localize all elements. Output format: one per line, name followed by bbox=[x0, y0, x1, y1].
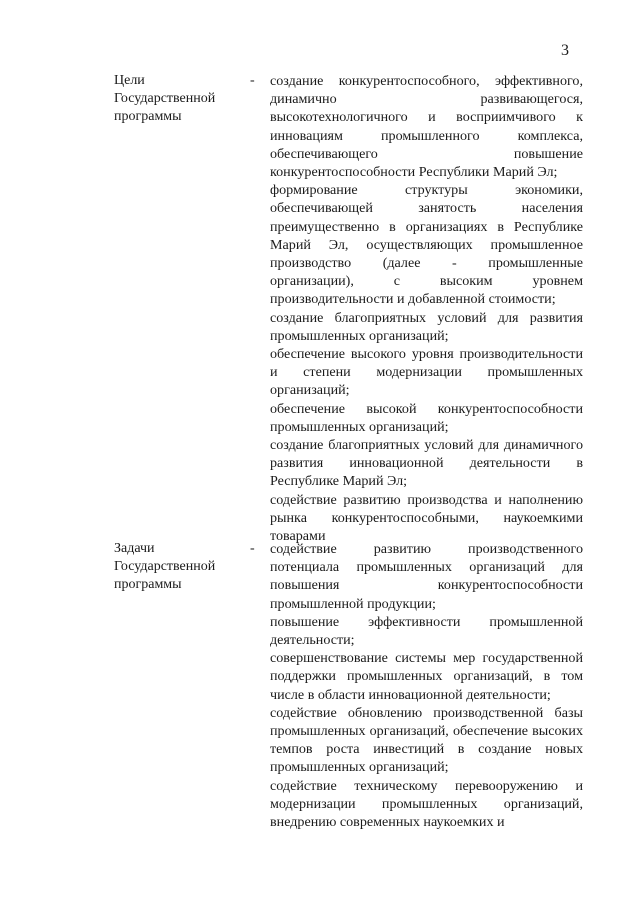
goals-dash: - bbox=[250, 73, 255, 88]
tasks-text bbox=[270, 540, 583, 831]
goals-item: обеспечение высокой конкурентоспособности промышленных организаций; bbox=[270, 400, 583, 435]
goals-label-line: Государственной bbox=[114, 91, 216, 106]
tasks-label bbox=[114, 540, 244, 594]
tasks-item: совершенствование системы мер государственной поддержки промышленных организаций, в том числе в области инновационной деятельности; bbox=[270, 650, 583, 703]
goals-item: создание благоприятных условий для динамичного развития инновационной деятельности в Республике Марий Эл; bbox=[270, 437, 583, 490]
tasks-item: содействие развитию производственного потенциала промышленных организаций для повышения конкурентоспособности промышленной продукции; bbox=[270, 541, 583, 612]
tasks-label-line: программы bbox=[114, 577, 182, 592]
goals-label bbox=[114, 72, 244, 126]
tasks-item: содействие обновлению производственной базы промышленных организаций, обеспечение высоких темпов роста инвестиций в создание новых промышленных организаций; bbox=[270, 704, 583, 776]
goals-label-line: программы bbox=[114, 109, 182, 124]
goals-item: содействие развитию производства и наполнению рынка конкурентоспособными, наукоемкими товарами bbox=[270, 491, 583, 545]
tasks-item: повышение эффективности промышленной деятельности; bbox=[270, 613, 583, 649]
goals-item: создание благоприятных условий для развития промышленных организаций; bbox=[270, 309, 583, 344]
tasks-label-line: Государственной bbox=[114, 559, 216, 574]
goals-label-line: Цели bbox=[114, 73, 145, 88]
goals-item: обеспечение высокого уровня производительности и степени модернизации промышленных организаций; bbox=[270, 346, 583, 399]
goals-item: формирование структуры экономики, обеспечивающей занятость населения преимущественно в организациях в Республике Марий Эл, осуществляющих промышленное производство (далее - промышленные организации), с высоким уровнем производительности и добавленной стоимости; bbox=[270, 182, 583, 308]
tasks-dash: - bbox=[250, 541, 255, 556]
goals-text bbox=[270, 72, 583, 545]
goals-item: создание конкурентоспособного, эффективного, динамично развивающегося, высокотехнологичного и восприимчивого к инновациям промышленного комплекса, обеспечивающего повышение конкурентоспособности Республики Марий Эл; bbox=[270, 73, 583, 181]
tasks-item: содействие техническому перевооружению и модернизации промышленных организаций, внедрению современных наукоемких и bbox=[270, 777, 583, 831]
page-number: 3 bbox=[561, 42, 569, 59]
tasks-label-line: Задачи bbox=[114, 541, 155, 556]
